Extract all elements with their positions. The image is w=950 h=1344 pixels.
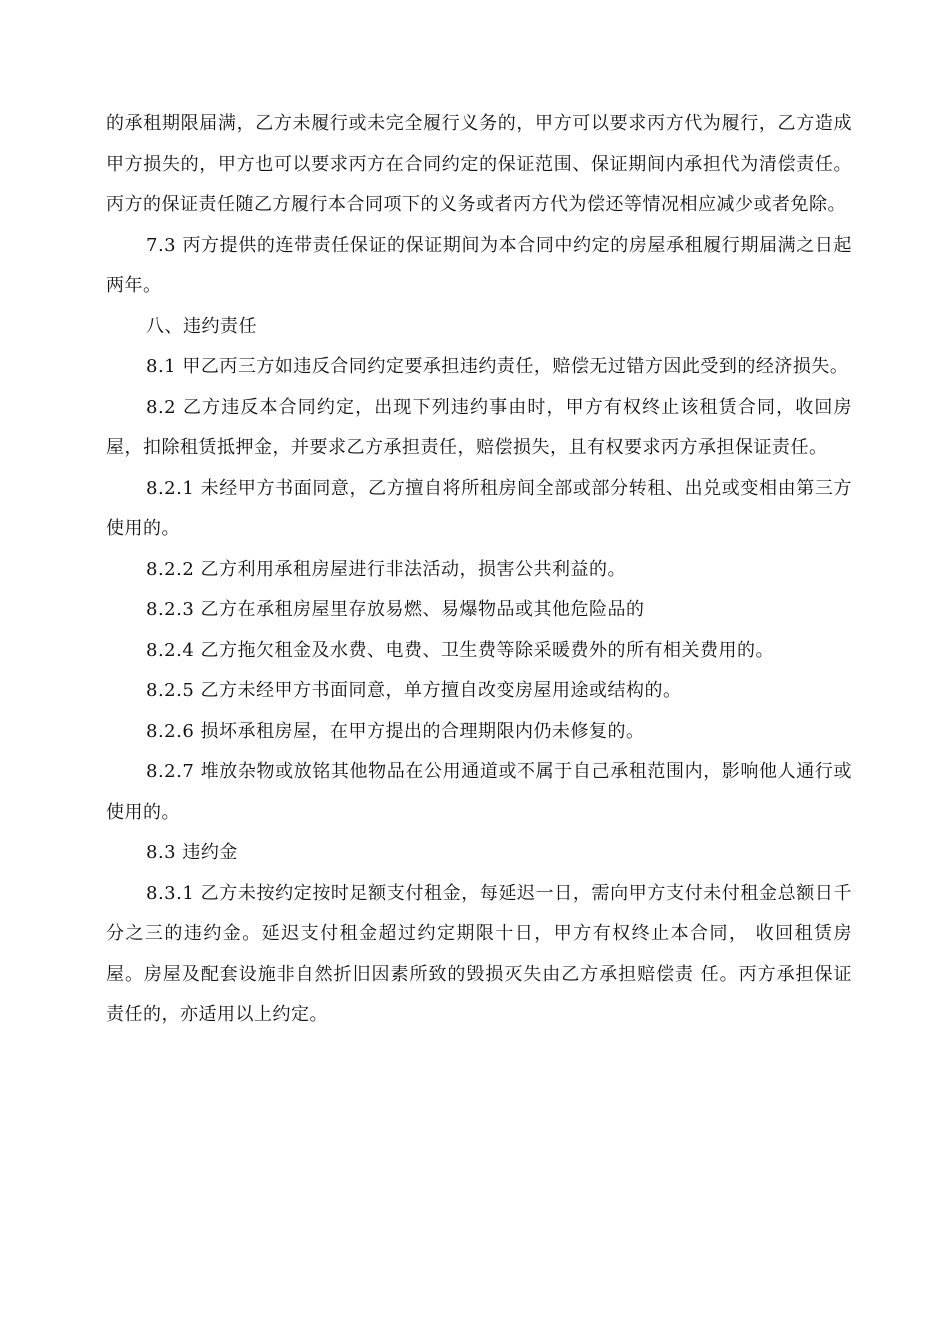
- paragraph-8-2-3: 8.2.3 乙方在承租房屋里存放易燃、易爆物品或其他危险品的: [146, 599, 645, 620]
- paragraph-8-2: 8.2 乙方违反本合同约定，出现下列违约事由时，甲方有权终止该租赁合同，收回房屋，扣除租赁抵押金，并要求乙方承担责任，赔偿损失，且有权要求丙方承担保证责任。: [106, 396, 852, 458]
- paragraph-8-3-1: 8.3.1 乙方未按约定按时足额支付租金，每延迟一日，需向甲方支付未付租金总额日千分之三的违约金。延迟支付租金超过约定期限十日，甲方有权终止本合同， 收回租赁房屋。房屋及配套设施非自然折旧因素所致的毁损灭失由乙方承担赔偿责 任。丙方承担保证责任的，亦适用以上约定。: [106, 882, 852, 1025]
- paragraph-8-2-2: 8.2.2 乙方利用承租房屋进行非法活动，损害公共利益的。: [146, 558, 627, 580]
- paragraph-7-3: 7.3 丙方提供的连带责任保证的保证期间为本合同中约定的房屋承租履行期届满之日起两年。: [106, 234, 852, 296]
- paragraph-8-2-5: 8.2.5 乙方未经甲方书面同意，单方擅自改变房屋用途或结构的。: [146, 680, 682, 701]
- paragraph-8-3-heading: 8.3 违约金: [146, 842, 238, 863]
- paragraph-guarantee-continued: 的承租期限届满，乙方未履行或未完全履行义务的，甲方可以要求丙方代为履行，乙方造成甲方损失的，甲方也可以要求丙方在合同约定的保证范围、保证期间内承担代为清偿责任。丙方的保证责任随乙方履行本合同项下的义务或者丙方代为偿还等情况相应减少或者免除。: [106, 113, 852, 215]
- paragraph-8-2-7: 8.2.7 堆放杂物或放铭其他物品在公用通道或不属于自己承租范围内，影响他人通行或使用的。: [106, 761, 852, 823]
- paragraph-8-2-1: 8.2.1 未经甲方书面同意，乙方擅自将所租房间全部或部分转租、出兑或变相由第三方使用的。: [106, 477, 852, 539]
- section-heading-breach: 八、违约责任: [146, 315, 257, 337]
- paragraph-8-1: 8.1 甲乙丙三方如违反合同约定要承担违约责任，赔偿无过错方因此受到的经济损失。: [146, 356, 849, 377]
- paragraph-8-2-6: 8.2.6 损坏承租房屋，在甲方提出的合理期限内仍未修复的。: [146, 720, 645, 742]
- contract-body: [106, 104, 852, 1036]
- paragraph-8-2-4: 8.2.4 乙方拖欠租金及水费、电费、卫生费等除采暖费外的所有相关费用的。: [146, 639, 775, 661]
